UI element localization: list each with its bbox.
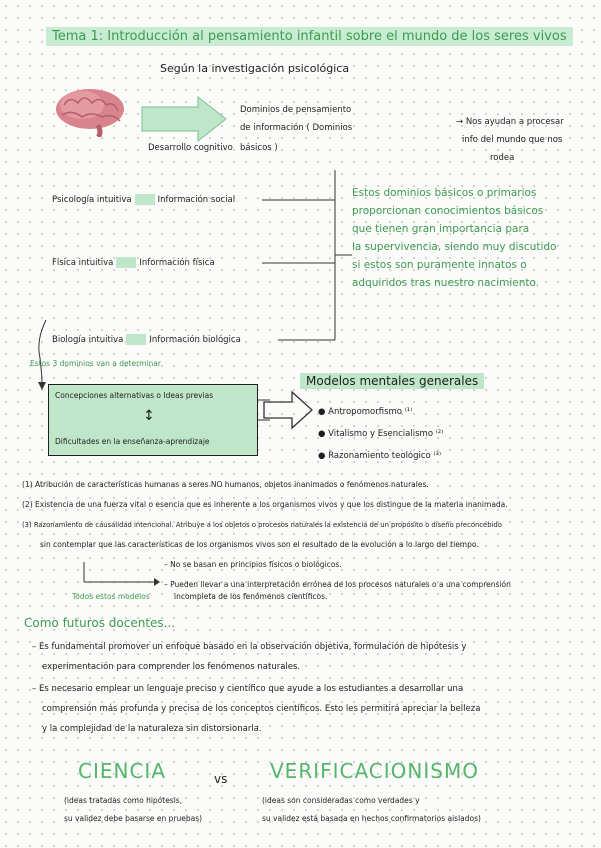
model-item: ● Antropomorfismo ⁽¹⁾: [318, 407, 413, 417]
subtitle: Según la investigación psicológica: [160, 62, 350, 75]
ciencia-desc: (ideas tratadas como hipótesis,: [64, 796, 183, 805]
ciencia-desc: su validez debe basarse en pruebas): [64, 814, 203, 823]
domains-line3: básicos ): [240, 143, 278, 153]
all-models-label: Todos estos modelos: [72, 592, 150, 601]
help-line2: info del mundo que nos: [462, 135, 563, 145]
verif-desc: (ideas son consideradas como verdades y: [262, 796, 420, 805]
verif-desc: su validez está basada en hechos confirmatorios aislados): [262, 814, 481, 823]
vs-label: vs: [214, 772, 228, 786]
help-line1: → Nos ayudan a procesar: [456, 117, 564, 127]
model-item: ● Razonamiento teológico ⁽³⁾: [318, 451, 442, 461]
green-note: Estos dominios básicos o primarios proporcionan conocimientos básicos que tienen gran importancia para la supervivencia, siendo muy discutido si estos son puramente innatos o adquiridos tras nuestro nacimiento.: [352, 187, 557, 289]
box-bottom: Dificultades en la enseñanza-aprendizaje: [55, 437, 210, 446]
domains-note: Estos 3 dominios van a determinar: [30, 359, 161, 368]
domains-line1: Dominios de pensamiento: [240, 105, 352, 115]
dev-label: Desarrollo cognitivo: [148, 143, 233, 153]
domain-row: Biología intuitiva Información biológica: [52, 335, 241, 345]
teachers-point: – Es necesario emplear un lenguaje preciso y científico que ayude a los estudiantes a desarrollar una: [32, 684, 464, 694]
outline-arrow-icon: [262, 390, 314, 430]
teachers-point: – Es fundamental promover un enfoque basado en la observación objetiva, formulación de hipótesis y: [32, 642, 467, 652]
teachers-point: experimentación para comprender los fenómenos naturales.: [42, 662, 301, 672]
page-title: Tema 1: Introducción al pensamiento infantil sobre el mundo de los seres vivos: [46, 30, 573, 44]
all-models-point: incompleta de los fenómenos científicos.: [174, 592, 328, 601]
models-title: Modelos mentales generales: [300, 374, 484, 388]
corner-arrow: [80, 560, 160, 590]
domain-row: Psicología intuitiva Información social: [52, 195, 236, 205]
footnote: (2) Existencia de una fuerza vital o esencia que es inherente a los organismos vivos y que los distingue de la materia inanimada.: [22, 500, 508, 509]
concepts-box: [48, 384, 258, 456]
help-line3: rodea: [490, 153, 515, 163]
updown-arrow-icon: ↕: [143, 408, 155, 424]
footnote-cont: sin contemplar que las características de los organismos vivos son el resultado de la evolución a lo largo del tiempo.: [40, 540, 479, 549]
verificacionismo-title: VERIFICACIONISMO: [270, 759, 479, 783]
teachers-point: comprensión más profunda y precisa de los conceptos científicos. Esto les permitirá apreciar la belleza: [42, 704, 481, 714]
all-models-point: – Pueden llevar a una interpretación errónea de los procesos naturales o a una comprensión: [164, 580, 511, 589]
box-top: Concepciones alternativas o Ideas previas: [55, 391, 214, 400]
footnote: (1) Atribución de características humanas a seres NO humanos, objetos inanimados o fenómenos naturales.: [22, 480, 429, 489]
domain-row: Física intuitiva Información física: [52, 258, 215, 268]
teachers-point: y la complejidad de la naturaleza sin distorsionarla.: [42, 724, 262, 734]
domains-line2: de información ( Dominios: [240, 123, 353, 133]
model-item: ● Vitalismo y Esencialismo ⁽²⁾: [318, 429, 444, 439]
ciencia-title: CIENCIA: [78, 759, 167, 783]
all-models-point: – No se basan en principios físicos o biológicos.: [164, 560, 342, 569]
footnote: (3) Razonamiento de causalidad intencional. Atribuye a los objetos o procesos naturales la existencia de un propósito o diseño preconcebido: [22, 521, 502, 529]
teachers-title: Como futuros docentes...: [24, 616, 176, 630]
